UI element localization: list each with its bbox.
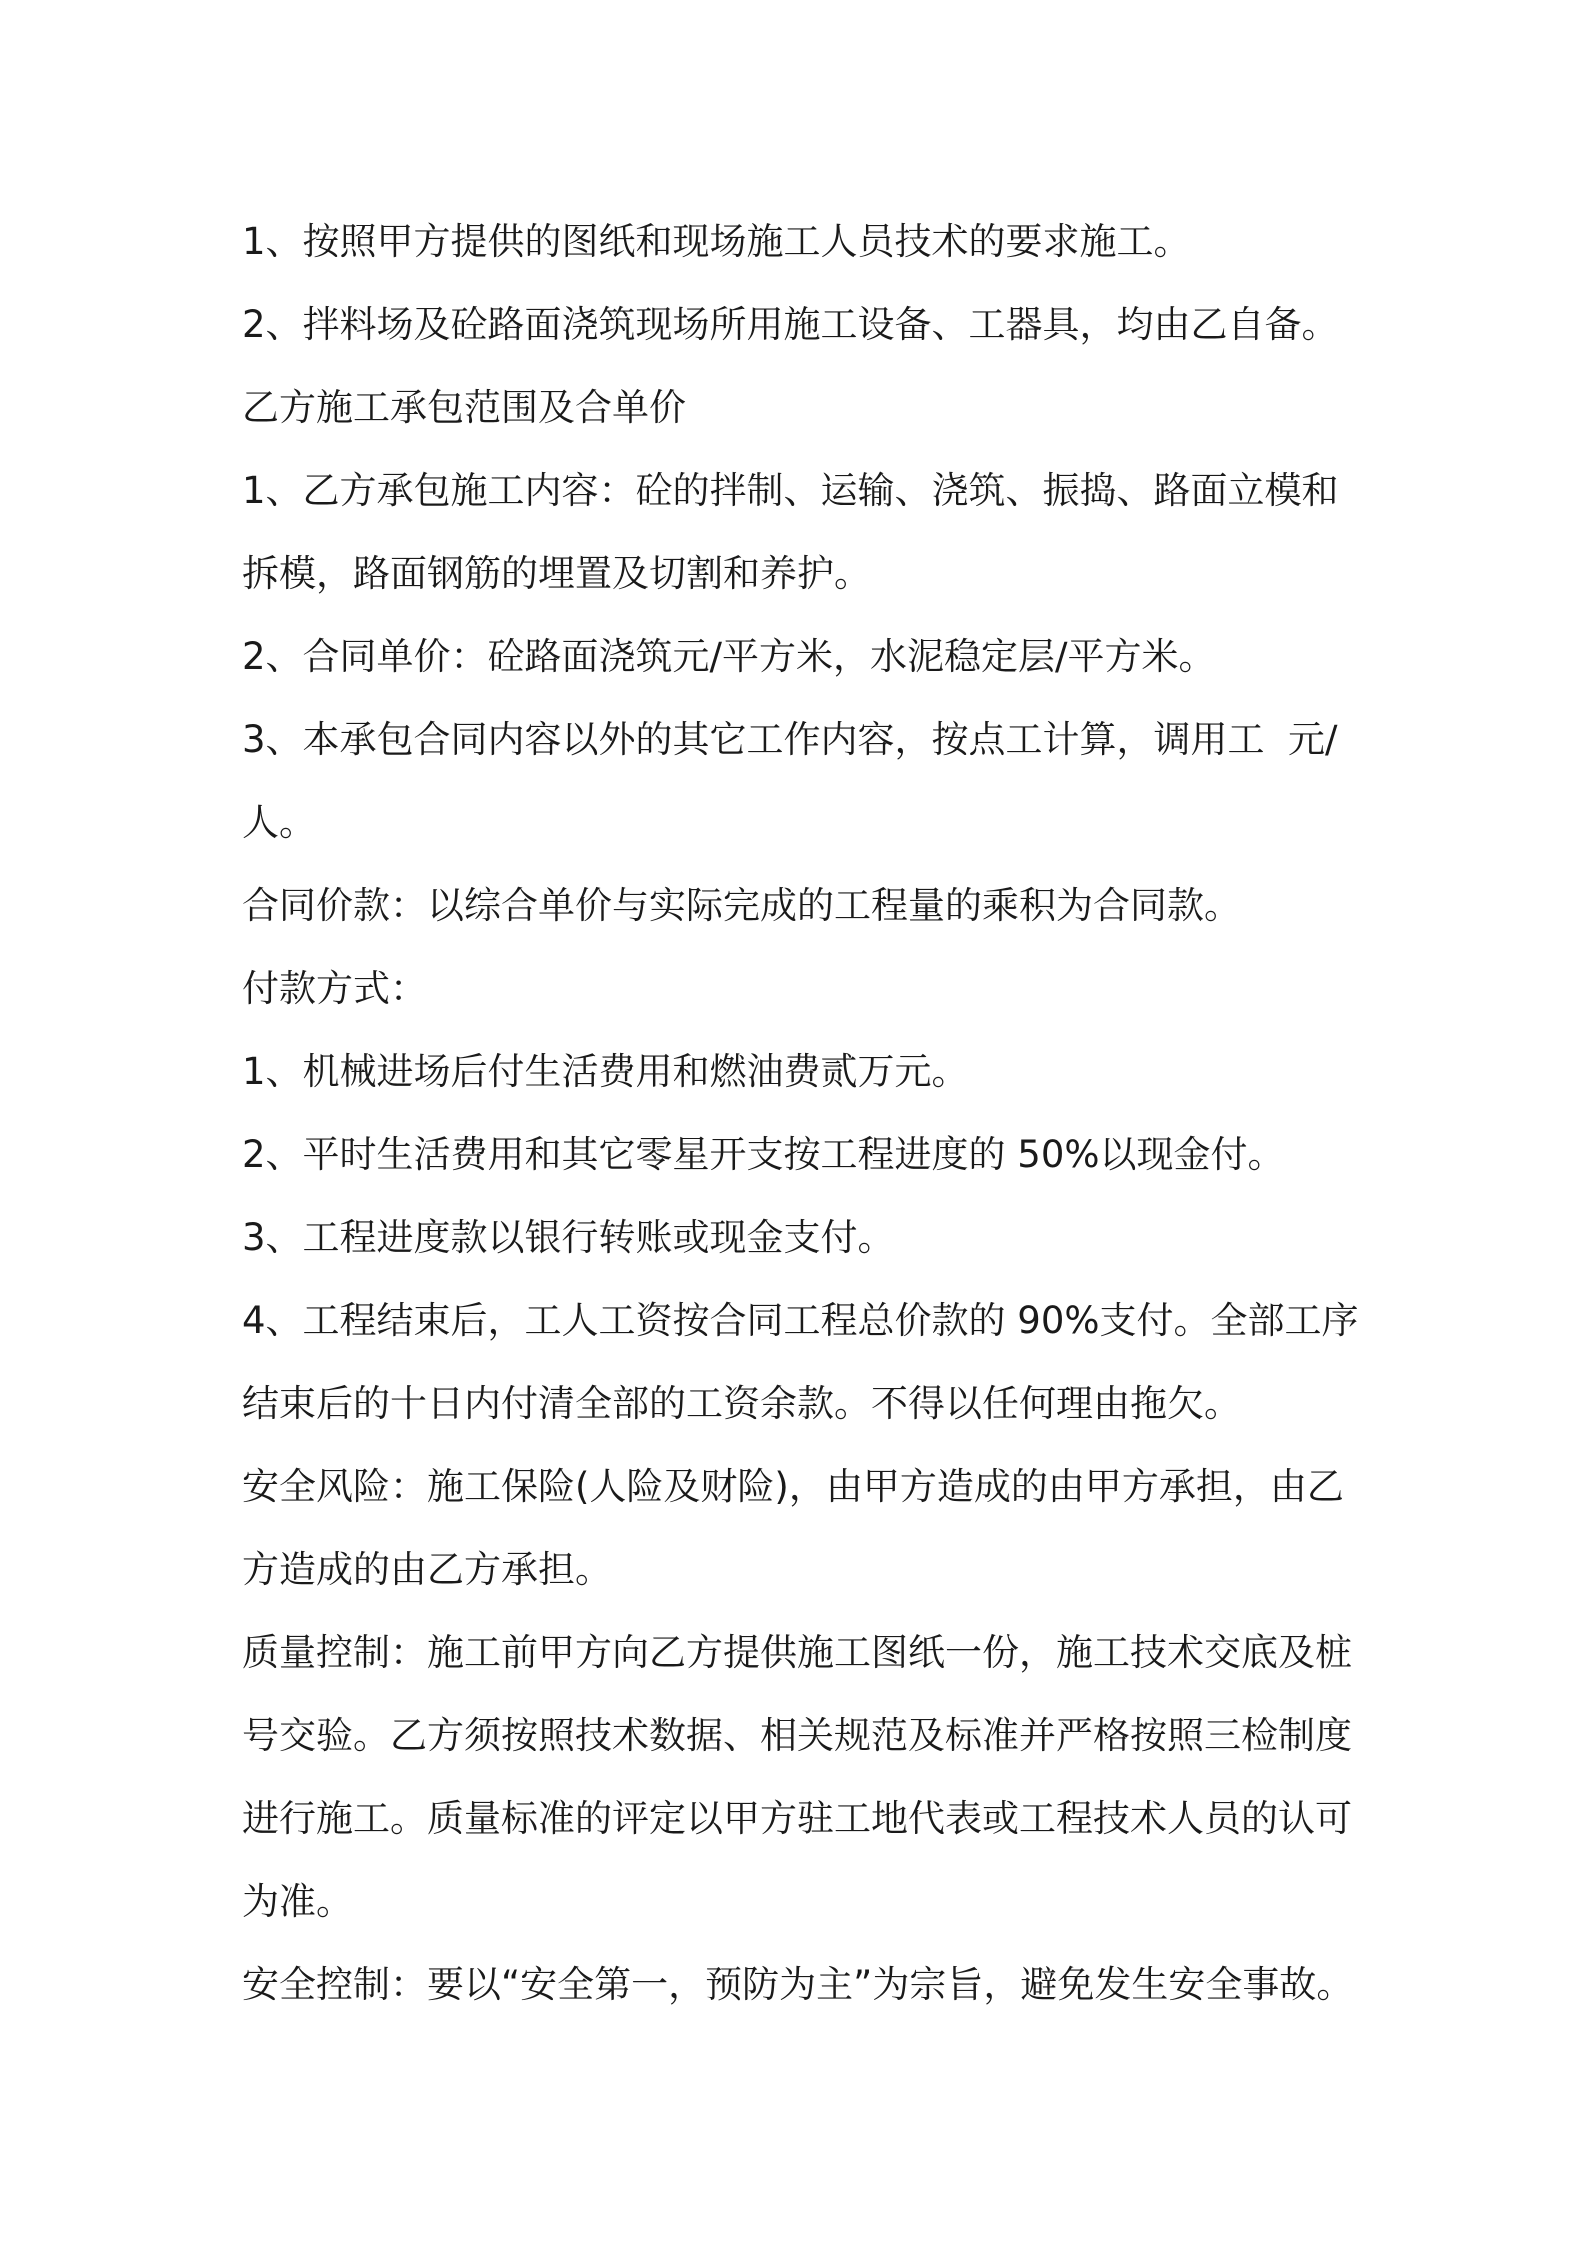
paragraph-scope-1: 1、乙方承包施工内容：砼的拌制、运输、浇筑、振捣、路面立模和拆模，路面钢筋的埋置及切割和养护。 xyxy=(242,469,1339,595)
section-heading-payment: 付款方式： xyxy=(242,967,427,1010)
section-heading-scope: 乙方施工承包范围及合单价 xyxy=(242,386,686,429)
paragraph-scope-3: 3、本承包合同内容以外的其它工作内容，按点工计算，调用工 元/人。 xyxy=(242,718,1338,844)
paragraph-safety-risk: 安全风险：施工保险(人险及财险)，由甲方造成的由甲方承担，由乙方造成的由乙方承担。 xyxy=(242,1465,1344,1591)
paragraph-payment-2: 2、平时生活费用和其它零星开支按工程进度的 50%以现金付。 xyxy=(242,1133,1285,1176)
paragraph-scope-2: 2、合同单价：砼路面浇筑元/平方米，水泥稳定层/平方米。 xyxy=(242,635,1216,678)
document-body xyxy=(242,200,1362,2026)
paragraph-safety-control: 安全控制：要以“安全第一，预防为主”为宗旨，避免发生安全事故。 xyxy=(242,1963,1354,2006)
paragraph-1: 1、按照甲方提供的图纸和现场施工人员技术的要求施工。 xyxy=(242,220,1191,263)
paragraph-payment-4: 4、工程结束后，工人工资按合同工程总价款的 90%支付。全部工序结束后的十日内付清全部的工资余款。不得以任何理由拖欠。 xyxy=(242,1299,1359,1425)
paragraph-payment-3: 3、工程进度款以银行转账或现金支付。 xyxy=(242,1216,895,1259)
paragraph-payment-1: 1、机械进场后付生活费用和燃油费贰万元。 xyxy=(242,1050,969,1093)
paragraph-contract-price: 合同价款：以综合单价与实际完成的工程量的乘积为合同款。 xyxy=(242,884,1241,927)
paragraph-quality-control: 质量控制：施工前甲方向乙方提供施工图纸一份，施工技术交底及桩号交验。乙方须按照技术数据、相关规范及标准并严格按照三检制度进行施工。质量标准的评定以甲方驻工地代表或工程技术人员的认可为准。 xyxy=(242,1631,1352,1923)
paragraph-2: 2、拌料场及砼路面浇筑现场所用施工设备、工器具，均由乙自备。 xyxy=(242,303,1339,346)
